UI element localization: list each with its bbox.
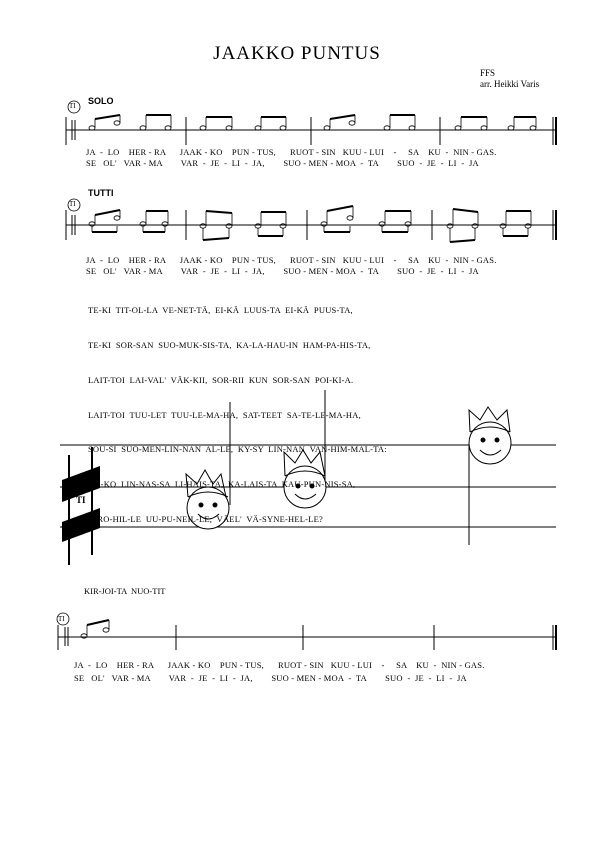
verse-line: LAIT-TOI LAI-VAL' VÄK-KII, SOR-RII KUN SOR-SAN POI-KI-A. [88, 374, 354, 385]
clef-label-writing: TI [58, 615, 65, 623]
crowned-face-3 [469, 407, 511, 545]
staff-writing [57, 613, 556, 650]
verse-line: TE-KI TIT-OL-LA VE-NET-TÄ, EI-KÄ LUUS-TA EI-KÄ PUUS-TA, [88, 305, 353, 316]
staff-tutti-notes [89, 206, 531, 242]
write-notes-instruction: KIR-JOI-TA NUO-TIT [84, 586, 166, 596]
lyrics-solo-line-2: SE OL' VAR - MA VAR - JE - LI - JA, SUO - MEN - MOA - TA SUO - JE - LI - JA [86, 158, 479, 168]
section-label-tutti: TUTTI [88, 188, 114, 198]
lyrics-writing-line-2: SE OL' VAR - MA VAR - JE - LI - JA, SUO - MEN - MOA - TA SUO - JE - LI - JA [74, 673, 467, 683]
credit-line-2: arr. Heikki Varis [480, 79, 540, 89]
verse-line: U-RO-HIL-LE UU-PU-NEIL-LE, VÄEL' VÄ-SYNE-HEL-LE? [88, 513, 323, 524]
clef-label-solo: TI [69, 102, 76, 110]
verse-line: SOU-SI SUO-MEN-LIN-NAN AL-LE, KY-SY LIN-NAN VAN-HIM-MAL-TA: [88, 444, 387, 455]
lyrics-solo-line-1: JA - LO HER - RA JAAK - KO PUN - TUS, RUOT - SIN KUU - LUI - SA KU - NIN - GAS. [86, 147, 497, 157]
staff-solo [66, 101, 556, 145]
staff-writing-notes [81, 620, 109, 638]
verse-line: LAIT-TOI TUU-LET TUU-LE-MA-HA, SAT-TEET SA-TE-LE-MA-HA, [88, 409, 361, 420]
verse-line: ON-KO LIN-NAS-SA LI-HAIS-TA, KA-LAIS-TA KAU-PUN-NIS-SA, [88, 479, 356, 490]
credit-line-1: FFS [480, 68, 496, 78]
section-label-solo: SOLO [88, 96, 114, 106]
song-title: JAAKKO PUNTUS [213, 43, 381, 64]
lyrics-tutti-line-2: SE OL' VAR - MA VAR - JE - LI - JA, SUO - MEN - MOA - TA SUO - JE - LI - JA [86, 266, 479, 276]
lyrics-writing-line-1: JA - LO HER - RA JAAK - KO PUN - TUS, RUOT - SIN KUU - LUI - SA KU - NIN - GAS. [74, 660, 485, 670]
verse-text [88, 282, 387, 537]
clef-label-tutti: TI [69, 200, 76, 208]
staff-tutti [66, 199, 556, 240]
verse-line: TE-KI SOR-SAN SUO-MUK-SIS-TA, KA-LA-HAU-IN HAM-PA-HIS-TA, [88, 339, 371, 350]
staff-solo-notes [89, 115, 536, 130]
clef-label-illustration: TI [76, 495, 86, 505]
lyrics-tutti-line-1: JA - LO HER - RA JAAK - KO PUN - TUS, RUOT - SIN KUU - LUI - SA KU - NIN - GAS. [86, 255, 497, 265]
